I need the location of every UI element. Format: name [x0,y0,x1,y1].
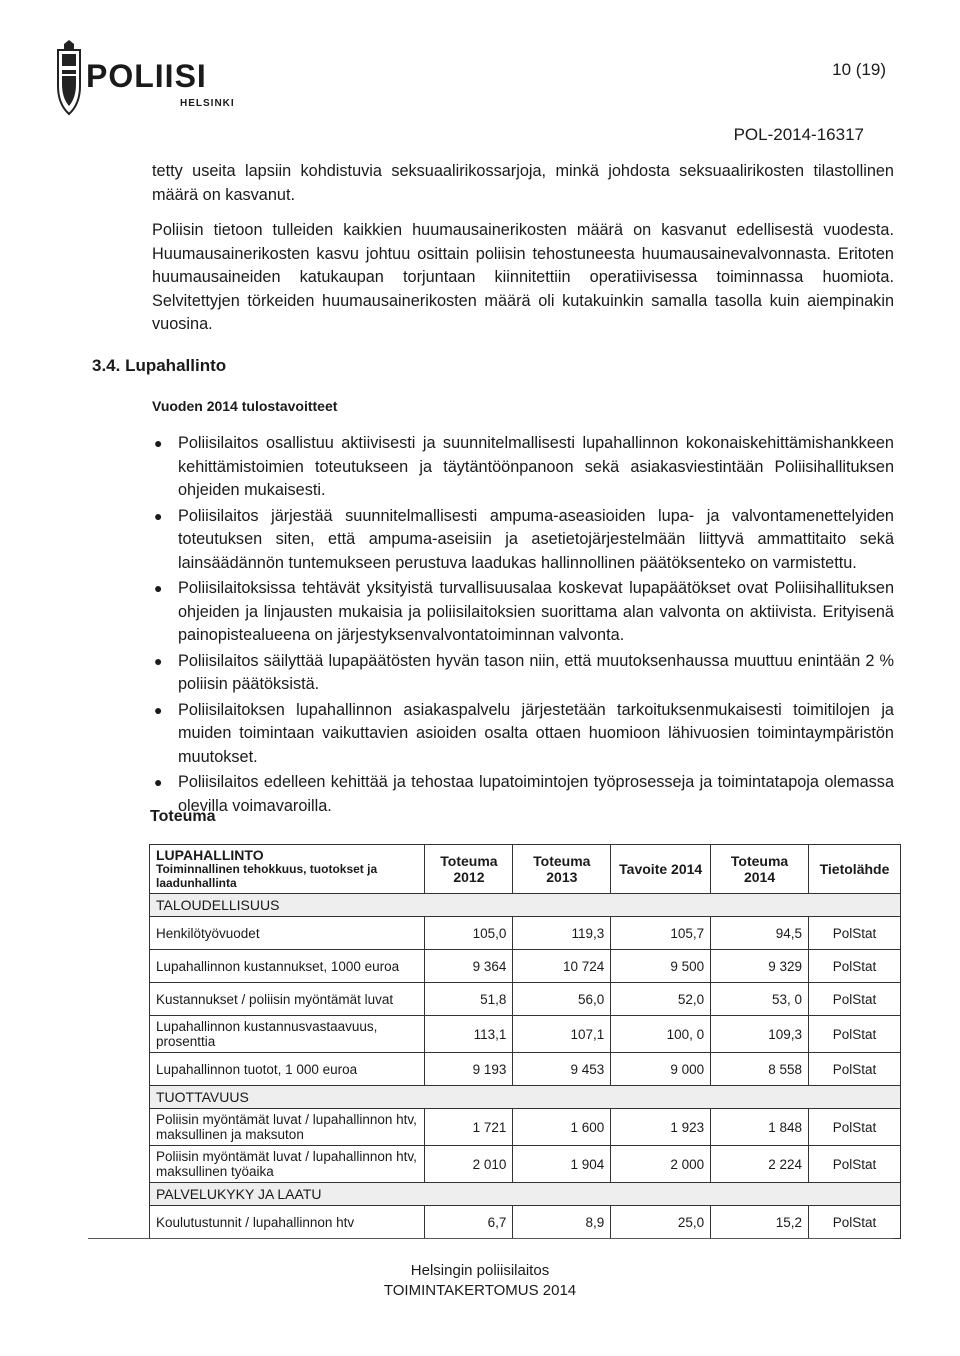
paragraph-1: tetty useita lapsiin kohdistuvia seksuaalirikossarjoja, minkä johdosta seksuaalirikosten tilastollinen määrä on kasvanut. [152,162,894,204]
table-cell: 10 724 [513,950,611,983]
row-label: Poliisin myöntämät luvat / lupahallinnon htv, maksullinen ja maksuton [150,1109,425,1146]
table-cell: 1 600 [513,1109,611,1146]
table-section-row [150,1086,901,1109]
table-subtitle: Toiminnallinen tehokkuus, tuotokset ja laadunhallinta [156,862,378,890]
table-cell-source: PolStat [808,983,900,1016]
table-cell: 25,0 [611,1206,711,1239]
list-item-text: Poliisilaitoksen lupahallinnon asiakaspalvelu järjestetään tarkoituksenmukaisesti toimitilojen ja muiden toimintaan vaikuttavien asioiden osalta ottaen huomioon lähivuosien toimintaympäristön muutokset. [178,700,894,766]
results-label: Toteuma [150,808,216,825]
table-cell: 119,3 [513,917,611,950]
table-cell-source: PolStat [808,1109,900,1146]
table-cell: 15,2 [711,1206,809,1239]
table-row [150,950,901,983]
section-title: TUOTTAVUUS [150,1086,901,1109]
logo-wordmark: POLIISI [86,58,207,94]
logo-subtitle: HELSINKI [180,98,235,109]
table-cell: 53, 0 [711,983,809,1016]
table-cell: 2 010 [425,1146,513,1183]
goals-list [152,432,894,820]
table-row [150,983,901,1016]
table-cell: 1 848 [711,1109,809,1146]
table-row [150,1206,901,1239]
column-header: Toteuma 2014 [711,845,809,894]
list-item [152,505,894,576]
footer-report-title: TOIMINTAKERTOMUS 2014 [383,1282,577,1299]
row-label: Henkilötyövuodet [150,917,425,950]
table-cell-source: PolStat [808,1206,900,1239]
column-header: Toteuma 2013 [513,845,611,894]
bullet-icon: ● [154,701,163,718]
section-title: PALVELUKYKY JA LAATU [150,1183,901,1206]
table-cell: 109,3 [711,1016,809,1053]
table-cell: 1 904 [513,1146,611,1183]
list-item-text: Poliisilaitos edelleen kehittää ja tehostaa lupatoimintojen työprosesseja ja toimintatapoja olemassa olevilla voimavaroilla. [178,773,894,815]
table-cell: 2 224 [711,1146,809,1183]
column-header: Tavoite 2014 [611,845,711,894]
table-cell: 105,0 [425,917,513,950]
column-header: Tietolähde [808,845,900,894]
table-cell: 9 364 [425,950,513,983]
table-cell: 113,1 [425,1016,513,1053]
footer-divider [88,1238,893,1239]
table-cell: 8 558 [711,1053,809,1086]
column-header: Toteuma 2012 [425,845,513,894]
table-cell-source: PolStat [808,1053,900,1086]
table-cell: 1 721 [425,1109,513,1146]
bullet-icon: ● [154,774,163,790]
table-cell-source: PolStat [808,950,900,983]
table-cell: 100, 0 [611,1016,711,1053]
bullet-icon: ● [154,507,163,524]
list-item [152,699,894,770]
police-badge-icon [52,40,86,118]
table-cell: 6,7 [425,1206,513,1239]
table-cell: 51,8 [425,983,513,1016]
table-cell: 9 193 [425,1053,513,1086]
goals-subheading: Vuoden 2014 tulostavoitteet [152,398,338,414]
list-item-text: Poliisilaitos osallistuu aktiivisesti ja suunnitelmallisesti lupahallinnon kokonaiskehittämishankkeen kehittämistoimien toteutukseen ja täytäntöönpanoon sekä asiakasviestintään Poliisihallituksen ohjeiden mukaisesti. [178,434,894,499]
row-label: Kustannukset / poliisin myöntämät luvat [150,983,425,1016]
list-item-text: Poliisilaitoksissa tehtävät yksityistä turvallisuusalaa koskevat lupapäätökset ovat Poliisihallituksen ohjeiden ja linjausten mukaisia ja poliisilaitoksien suorittama alan valvonta on aktiivista. Erityisenä painopistealueena on järjestyksenvalvontatoiminnan valvonta. [178,579,894,644]
table-cell: 8,9 [513,1206,611,1239]
row-label: Koulutustunnit / lupahallinnon htv [150,1206,425,1239]
section-heading: 3.4. Lupahallinto [92,356,227,375]
table-header-title [150,845,425,894]
row-label: Lupahallinnon kustannukset, 1000 euroa [150,950,425,983]
table-cell: 94,5 [711,917,809,950]
list-item-text: Poliisilaitos järjestää suunnitelmallisesti ampuma-aseasioiden lupa- ja valvontamenettelyiden toteutuksen siten, että ampuma-aseisiin ja asetietojärjestelmään liittyvä ammattitaito sekä lainsäädännön tuntemukseen perustuva laadukas hallinnollinen päätöksenteko on varmistettu. [178,506,894,572]
table-row [150,1109,901,1146]
list-item [152,650,894,697]
section-title: TALOUDELLISUUS [150,894,901,917]
police-logo [52,40,252,112]
bullet-icon: ● [154,652,163,669]
table-cell-source: PolStat [808,1016,900,1053]
table-cell: 9 000 [611,1053,711,1086]
list-item [152,432,894,503]
table-title: LUPAHALLINTO [156,847,264,863]
list-item [152,771,894,818]
table-cell: 9 500 [611,950,711,983]
table-row [150,1146,901,1183]
table-cell: 9 329 [711,950,809,983]
list-item-text: Poliisilaitos säilyttää lupapäätösten hyvän tason niin, että muutoksenhaussa muuttuu enintään 2 % poliisin päätöksistä. [178,651,894,693]
table-cell: 56,0 [513,983,611,1016]
row-label: Lupahallinnon tuotot, 1 000 euroa [150,1053,425,1086]
table-cell: 1 923 [611,1109,711,1146]
table-cell: 105,7 [611,917,711,950]
table-row [150,1016,901,1053]
results-table [149,844,901,1239]
paragraph-2: Poliisin tietoon tulleiden kaikkien huumausainerikosten määrä on kasvanut edellisestä vuodesta. Huumausainerikosten kasvu johtuu osittain poliisin tehostuneesta huumausainevalvonnasta. Eritoten huumausaineiden katukaupan torjuntaan kiinnitettiin operatiivisessa toiminnassa huomiota. Selvitettyjen törkeiden huumausainerikosten määrä oli kutakuinkin samalla tasolla kuin aiempinakin vuosina. [152,221,894,333]
table-row [150,1053,901,1086]
table-section-row [150,894,901,917]
footer-organization: Helsingin poliisilaitos [410,1262,550,1279]
table-cell: 52,0 [611,983,711,1016]
bullet-icon: ● [154,435,163,451]
table-row [150,917,901,950]
table-cell: 107,1 [513,1016,611,1053]
table-cell: 9 453 [513,1053,611,1086]
table-cell-source: PolStat [808,1146,900,1183]
table-cell: 2 000 [611,1146,711,1183]
table-header-row [150,845,901,894]
bullet-icon: ● [154,580,163,596]
row-label: Poliisin myöntämät luvat / lupahallinnon htv, maksullinen työaika [150,1146,425,1183]
page-number: 10 (19) [832,60,886,79]
row-label: Lupahallinnon kustannusvastaavuus, prosenttia [150,1016,425,1053]
table-section-row [150,1183,901,1206]
table-cell-source: PolStat [808,917,900,950]
list-item [152,577,894,648]
document-id: POL-2014-16317 [733,125,864,144]
